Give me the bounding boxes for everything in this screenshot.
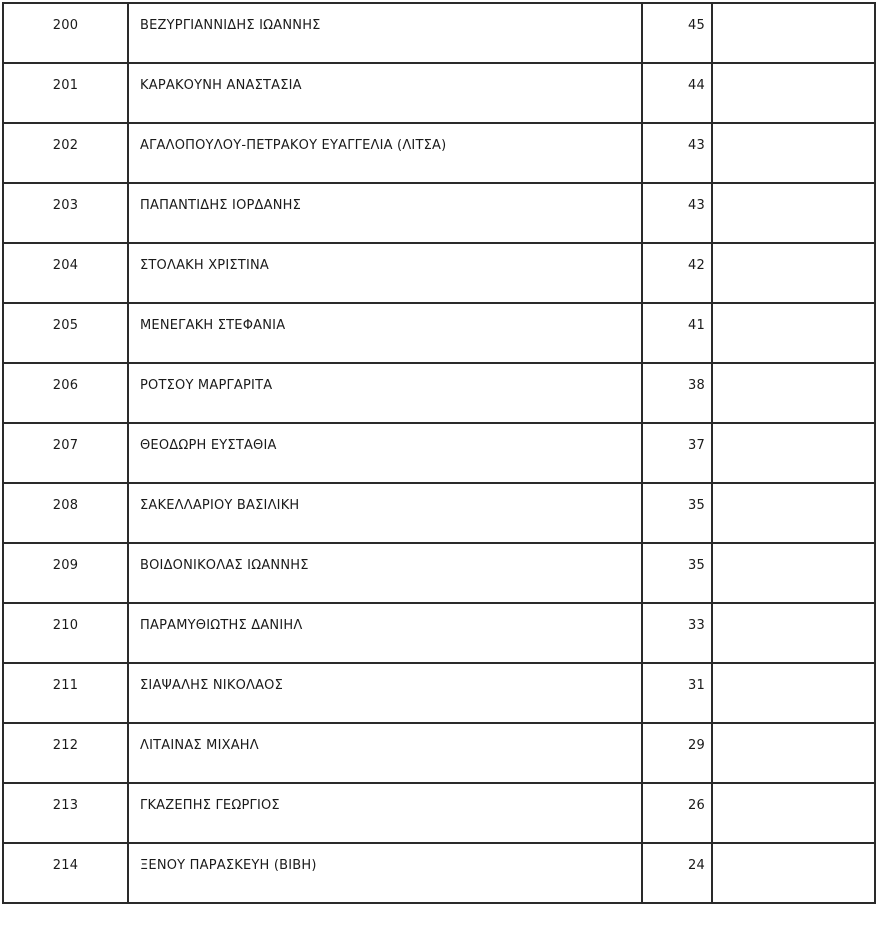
score-cell — [642, 63, 712, 123]
name-text: ΒΟΙΔΟΝΙΚΟΛΑΣ ΙΩΑΝΝΗΣ — [140, 558, 309, 573]
row-number-cell — [3, 123, 128, 183]
empty-cell — [712, 183, 875, 243]
table-row — [3, 663, 875, 723]
name-cell — [128, 543, 642, 603]
table-row — [3, 303, 875, 363]
name-cell — [128, 123, 642, 183]
name-text: ΠΑΡΑΜΥΘΙΩΤΗΣ ΔΑΝΙΗΛ — [140, 618, 303, 633]
empty-cell — [712, 243, 875, 303]
name-text: ΛΙΤΑΙΝΑΣ ΜΙΧΑΗΛ — [140, 738, 259, 753]
name-cell — [128, 183, 642, 243]
score-cell — [642, 663, 712, 723]
row-number-cell — [3, 183, 128, 243]
row-number-cell — [3, 603, 128, 663]
table-row — [3, 723, 875, 783]
row-number-text: 214 — [52, 858, 79, 873]
name-cell — [128, 63, 642, 123]
score-text: 29 — [688, 738, 705, 753]
score-cell — [642, 483, 712, 543]
name-text: ΡΟΤΣΟΥ ΜΑΡΓΑΡΙΤΑ — [140, 378, 273, 393]
name-text: ΓΚΑΖΕΠΗΣ ΓΕΩΡΓΙΟΣ — [140, 798, 280, 813]
score-text: 35 — [688, 498, 705, 513]
results-table-body — [3, 3, 875, 903]
table-row — [3, 423, 875, 483]
row-number-cell — [3, 3, 128, 63]
name-text: ΠΑΠΑΝΤΙΔΗΣ ΙΟΡΔΑΝΗΣ — [140, 198, 302, 213]
name-text: ΣΙΑΨΑΛΗΣ ΝΙΚΟΛΑΟΣ — [140, 678, 284, 693]
score-cell — [642, 723, 712, 783]
score-cell — [642, 303, 712, 363]
name-text: ΜΕΝΕΓΑΚΗ ΣΤΕΦΑΝΙΑ — [140, 318, 286, 333]
empty-cell — [712, 123, 875, 183]
row-number-cell — [3, 63, 128, 123]
row-number-cell — [3, 843, 128, 903]
table-row — [3, 783, 875, 843]
score-text: 33 — [688, 618, 705, 633]
name-cell — [128, 303, 642, 363]
empty-cell — [712, 303, 875, 363]
row-number-text: 203 — [52, 198, 79, 213]
name-cell — [128, 783, 642, 843]
row-number-text: 210 — [52, 618, 79, 633]
row-number-cell — [3, 483, 128, 543]
row-number-text: 209 — [52, 558, 79, 573]
name-text: ΞΕΝΟΥ ΠΑΡΑΣΚΕΥΗ (ΒΙΒΗ) — [140, 858, 317, 873]
score-text: 38 — [688, 378, 705, 393]
name-text: ΒΕΖΥΡΓΙΑΝΝΙΔΗΣ ΙΩΑΝΝΗΣ — [140, 18, 321, 33]
table-row — [3, 363, 875, 423]
name-cell — [128, 603, 642, 663]
name-cell — [128, 723, 642, 783]
score-text: 45 — [688, 18, 705, 33]
score-text: 44 — [688, 78, 705, 93]
score-cell — [642, 3, 712, 63]
row-number-text: 206 — [52, 378, 79, 393]
score-cell — [642, 423, 712, 483]
score-cell — [642, 843, 712, 903]
row-number-cell — [3, 723, 128, 783]
row-number-text: 204 — [52, 258, 79, 273]
score-text: 26 — [688, 798, 705, 813]
row-number-cell — [3, 543, 128, 603]
empty-cell — [712, 63, 875, 123]
name-cell — [128, 363, 642, 423]
table-row — [3, 63, 875, 123]
score-cell — [642, 363, 712, 423]
table-row — [3, 123, 875, 183]
row-number-text: 205 — [52, 318, 79, 333]
table-row — [3, 543, 875, 603]
name-text: ΣΤΟΛΑΚΗ ΧΡΙΣΤΙΝΑ — [140, 258, 269, 273]
score-cell — [642, 783, 712, 843]
score-text: 37 — [688, 438, 705, 453]
empty-cell — [712, 663, 875, 723]
table-row — [3, 843, 875, 903]
results-sheet — [2, 2, 876, 942]
table-row — [3, 483, 875, 543]
empty-cell — [712, 423, 875, 483]
score-text: 35 — [688, 558, 705, 573]
row-number-text: 201 — [52, 78, 79, 93]
score-cell — [642, 183, 712, 243]
empty-cell — [712, 723, 875, 783]
name-text: ΚΑΡΑΚΟΥΝΗ ΑΝΑΣΤΑΣΙΑ — [140, 78, 302, 93]
empty-cell — [712, 3, 875, 63]
row-number-text: 200 — [52, 18, 79, 33]
score-text: 24 — [688, 858, 705, 873]
row-number-text: 213 — [52, 798, 79, 813]
name-text: ΘΕΟΔΩΡΗ ΕΥΣΤΑΘΙΑ — [140, 438, 277, 453]
row-number-text: 207 — [52, 438, 79, 453]
row-number-cell — [3, 783, 128, 843]
empty-cell — [712, 603, 875, 663]
row-number-cell — [3, 423, 128, 483]
score-text: 42 — [688, 258, 705, 273]
name-cell — [128, 243, 642, 303]
score-cell — [642, 123, 712, 183]
row-number-cell — [3, 363, 128, 423]
row-number-text: 212 — [52, 738, 79, 753]
table-row — [3, 183, 875, 243]
score-cell — [642, 603, 712, 663]
row-number-text: 202 — [52, 138, 79, 153]
row-number-text: 211 — [52, 678, 79, 693]
score-text: 31 — [688, 678, 705, 693]
score-text: 41 — [688, 318, 705, 333]
name-cell — [128, 663, 642, 723]
empty-cell — [712, 363, 875, 423]
name-text: ΣΑΚΕΛΛΑΡΙΟΥ ΒΑΣΙΛΙΚΗ — [140, 498, 300, 513]
score-text: 43 — [688, 198, 705, 213]
name-text: ΑΓΑΛΟΠΟΥΛΟΥ-ΠΕΤΡΑΚΟΥ ΕΥΑΓΓΕΛΙΑ (ΛΙΤΣΑ) — [140, 138, 447, 153]
row-number-cell — [3, 243, 128, 303]
score-cell — [642, 543, 712, 603]
table-row — [3, 3, 875, 63]
empty-cell — [712, 783, 875, 843]
row-number-text: 208 — [52, 498, 79, 513]
table-row — [3, 243, 875, 303]
row-number-cell — [3, 663, 128, 723]
name-cell — [128, 3, 642, 63]
score-cell — [642, 243, 712, 303]
name-cell — [128, 843, 642, 903]
name-cell — [128, 483, 642, 543]
table-row — [3, 603, 875, 663]
results-table — [2, 2, 876, 904]
empty-cell — [712, 843, 875, 903]
row-number-cell — [3, 303, 128, 363]
empty-cell — [712, 483, 875, 543]
score-text: 43 — [688, 138, 705, 153]
empty-cell — [712, 543, 875, 603]
name-cell — [128, 423, 642, 483]
